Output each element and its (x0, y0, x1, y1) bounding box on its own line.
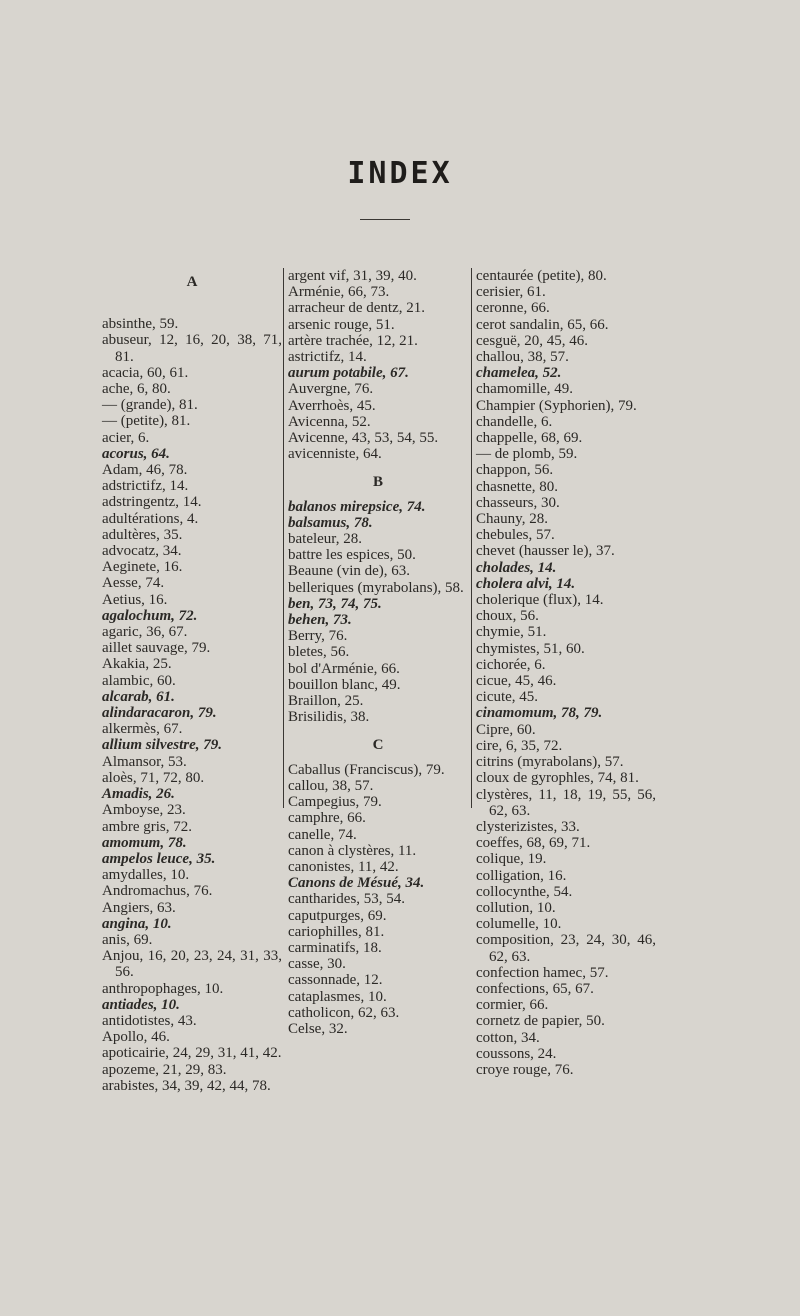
section-letter: C (372, 737, 384, 754)
index-entry: casse, 30. (288, 956, 346, 973)
index-entry: belleriques (myrabolans), 58. (288, 579, 464, 596)
index-entry: cerisier, 61. (476, 284, 546, 301)
index-entry: chandelle, 6. (476, 413, 553, 430)
index-entry: collocynthe, 54. (476, 883, 573, 900)
index-entry: Almansor, 53. (102, 753, 187, 770)
index-entry: amomum, 78. (102, 834, 187, 851)
index-entry: Amadis, 26. (102, 786, 175, 803)
index-entry: abuseur, 12, 16, 20, 38, 71, 81. (102, 332, 282, 365)
index-entry: artère trachée, 12, 21. (288, 332, 418, 349)
index-entry: — (grande), 81. (102, 397, 198, 414)
index-entry: advocatz, 34. (102, 543, 182, 560)
index-entry: allium silvestre, 79. (102, 737, 222, 754)
index-entry: chymie, 51. (476, 624, 547, 641)
index-entry: caputpurges, 69. (288, 907, 387, 924)
index-entry: chasnette, 80. (476, 478, 559, 495)
index-entry: antidotistes, 43. (102, 1012, 197, 1029)
index-entry: colligation, 16. (476, 867, 567, 884)
index-entry: choux, 56. (476, 608, 539, 625)
index-entry: Avicenna, 52. (288, 413, 371, 430)
index-entry: Auvergne, 76. (288, 381, 374, 398)
index-entry: chebules, 57. (476, 527, 555, 544)
index-entry: argent vif, 31, 39, 40. (288, 268, 417, 284)
index-entry: Angiers, 63. (102, 899, 176, 916)
index-entry: Canons de Mésué, 34. (288, 875, 425, 892)
index-entry: composition, 23, 24, 30, 46, 62, 63. (476, 932, 656, 965)
index-entry: alambic, 60. (102, 672, 176, 689)
index-entry: canelle, 74. (288, 826, 357, 843)
index-entry: avicenniste, 64. (288, 446, 382, 463)
index-entry: Celse, 32. (288, 1020, 348, 1037)
index-entry: chamomille, 49. (476, 381, 574, 398)
index-entry: Brisilidis, 38. (288, 709, 370, 726)
index-entry: aurum potabile, 67. (288, 365, 409, 382)
index-entry: confections, 65, 67. (476, 980, 594, 997)
index-entry: Akakia, 25. (102, 656, 172, 673)
index-entry: aillet sauvage, 79. (102, 640, 211, 657)
index-entry: collution, 10. (476, 899, 556, 916)
index-entry: cotton, 34. (476, 1029, 540, 1046)
index-entry: Chauny, 28. (476, 511, 548, 528)
index-entry: challou, 38, 57. (476, 349, 569, 366)
index-entry: — (petite), 81. (102, 413, 191, 430)
index-entry: cornetz de papier, 50. (476, 1013, 605, 1030)
index-entry: amydalles, 10. (102, 867, 190, 884)
index-entry: croye rouge, 76. (476, 1061, 574, 1078)
index-entry: aloès, 71, 72, 80. (102, 769, 205, 786)
page-title: INDEX (347, 156, 453, 191)
index-entry: canon à clystères, 11. (288, 842, 417, 859)
index-entry: chasseurs, 30. (476, 494, 560, 511)
index-entry: absinthe, 59. (102, 316, 179, 333)
index-entry: chevet (hausser le), 37. (476, 543, 615, 560)
index-entry: astrictifz, 14. (288, 349, 367, 366)
index-columns (102, 268, 662, 1094)
index-entry: adstrictifz, 14. (102, 478, 189, 495)
index-entry: citrins (myrabolans), 57. (476, 754, 624, 771)
column-divider-2 (471, 268, 472, 808)
index-entry: cariophilles, 81. (288, 923, 385, 940)
index-entry: chamelea, 52. (476, 365, 562, 382)
index-entry: adultérations, 4. (102, 510, 199, 527)
index-entry: Champier (Syphorien), 79. (476, 397, 637, 414)
index-entry: chymistes, 51, 60. (476, 640, 585, 657)
index-entry: cholerique (flux), 14. (476, 592, 604, 609)
index-entry: cesguë, 20, 45, 46. (476, 332, 589, 349)
index-entry: bouillon blanc, 49. (288, 676, 401, 693)
index-entry: anis, 69. (102, 931, 153, 948)
title-divider (360, 219, 410, 220)
index-entry: Aetius, 16. (102, 591, 168, 608)
index-entry: confection hamec, 57. (476, 964, 609, 981)
index-entry: chappelle, 68, 69. (476, 430, 583, 447)
index-entry: agalochum, 72. (102, 607, 198, 624)
index-entry: cicute, 45. (476, 689, 539, 706)
index-entry: acorus, 64. (102, 445, 170, 462)
index-column-3 (476, 268, 656, 1078)
index-entry: ambre gris, 72. (102, 818, 192, 835)
index-entry: Andromachus, 76. (102, 883, 213, 900)
index-entry: chappon, 56. (476, 462, 554, 479)
column-divider-1 (283, 268, 284, 808)
index-entry: apoticairie, 24, 29, 31, 41, 42. (102, 1045, 282, 1062)
index-entry: Arménie, 66, 73. (288, 284, 390, 301)
index-entry: angina, 10. (102, 915, 172, 932)
index-entry: coussons, 24. (476, 1045, 557, 1062)
index-entry: arsenic rouge, 51. (288, 316, 395, 333)
index-entry: Aeginete, 16. (102, 559, 183, 576)
index-entry: cicue, 45, 46. (476, 673, 557, 690)
index-entry: cholades, 14. (476, 559, 557, 576)
index-entry: arracheur de dentz, 21. (288, 300, 426, 317)
index-entry: Apollo, 46. (102, 1029, 170, 1046)
index-entry: cichorée, 6. (476, 656, 546, 673)
index-entry: ampelos leuce, 35. (102, 850, 216, 867)
section-letter: B (372, 474, 383, 491)
section-letter: A (186, 274, 198, 290)
index-entry: anthropophages, 10. (102, 980, 224, 997)
index-entry: coeffes, 68, 69, 71. (476, 835, 591, 852)
index-entry: Caballus (Franciscus), 79. (288, 761, 445, 778)
index-entry: callou, 38, 57. (288, 777, 374, 794)
index-entry: bol d'Arménie, 66. (288, 660, 400, 677)
index-entry: cassonnade, 12. (288, 972, 383, 989)
index-entry: ache, 6, 80. (102, 381, 171, 398)
index-entry: battre les espices, 50. (288, 547, 416, 564)
index-entry: Anjou, 16, 20, 23, 24, 31, 33, 56. (102, 948, 282, 981)
index-entry: catholicon, 62, 63. (288, 1004, 400, 1021)
index-entry: agaric, 36, 67. (102, 624, 188, 641)
index-entry: Avicenne, 43, 53, 54, 55. (288, 430, 439, 447)
index-entry: Campegius, 79. (288, 794, 382, 811)
index-entry: adultères, 35. (102, 526, 183, 543)
index-entry: ceronne, 66. (476, 300, 550, 317)
index-entry: Beaune (vin de), 63. (288, 563, 411, 580)
index-entry: alindaracaron, 79. (102, 705, 217, 722)
index-entry: camphre, 66. (288, 810, 366, 827)
index-entry: — de plomb, 59. (476, 446, 578, 463)
index-column-2 (288, 268, 468, 1037)
index-entry: ben, 73, 74, 75. (288, 595, 382, 612)
index-entry: carminatifs, 18. (288, 939, 382, 956)
index-entry: Cipre, 60. (476, 721, 536, 738)
index-entry: clysterizistes, 33. (476, 818, 580, 835)
index-entry: Aesse, 74. (102, 575, 165, 592)
index-entry: cantharides, 53, 54. (288, 891, 406, 908)
index-entry: cloux de gyrophles, 74, 81. (476, 770, 639, 787)
index-entry: antiades, 10. (102, 996, 180, 1013)
index-entry: canonistes, 11, 42. (288, 858, 399, 875)
index-entry: Amboyse, 23. (102, 802, 186, 819)
index-entry: cataplasmes, 10. (288, 988, 387, 1005)
index-entry: colique, 19. (476, 851, 547, 868)
index-entry: cormier, 66. (476, 997, 549, 1014)
index-entry: centaurée (petite), 80. (476, 268, 607, 284)
index-entry: bletes, 56. (288, 644, 350, 661)
index-entry: cinamomum, 78, 79. (476, 705, 603, 722)
index-entry: adstringentz, 14. (102, 494, 202, 511)
index-entry: Braillon, 25. (288, 693, 364, 710)
index-entry: acier, 6. (102, 429, 150, 446)
index-entry: alkermès, 67. (102, 721, 183, 738)
index-entry: Berry, 76. (288, 628, 348, 645)
index-column-1 (102, 268, 282, 1094)
index-entry: balanos mirepsice, 74. (288, 498, 426, 515)
index-entry: balsamus, 78. (288, 514, 373, 531)
index-entry: cholera alvi, 14. (476, 575, 576, 592)
index-entry: clystères, 11, 18, 19, 55, 56, 62, 63. (476, 786, 656, 819)
index-entry: acacia, 60, 61. (102, 364, 189, 381)
index-entry: bateleur, 28. (288, 531, 362, 548)
index-entry: Adam, 46, 78. (102, 462, 188, 479)
index-entry: alcarab, 61. (102, 688, 175, 705)
index-entry: Averrhoès, 45. (288, 397, 376, 414)
index-entry: cerot sandalin, 65, 66. (476, 316, 609, 333)
index-entry: apozeme, 21, 29, 83. (102, 1061, 227, 1078)
index-entry: behen, 73. (288, 612, 352, 629)
index-entry: columelle, 10. (476, 916, 562, 933)
index-entry: arabistes, 34, 39, 42, 44, 78. (102, 1077, 271, 1094)
index-entry: cire, 6, 35, 72. (476, 737, 563, 754)
